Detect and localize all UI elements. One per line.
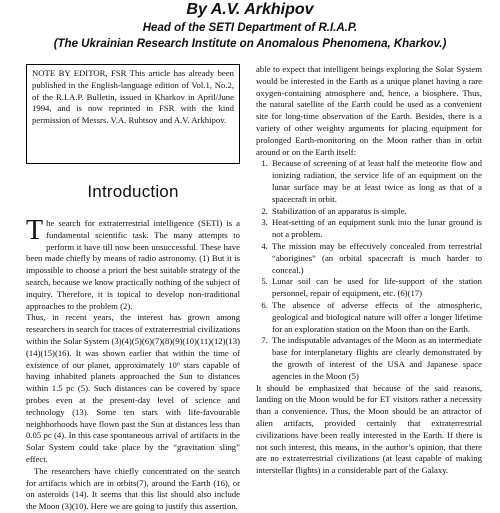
right-column <box>256 64 482 477</box>
institute-name: (The Ukrainian Research Institute on Anomalous Phenomena, Kharkov.) <box>53 38 447 50</box>
drop-cap: T <box>26 215 44 246</box>
right-intro: able to expect that intelligent beings exploring the Solar System would be interested in the Earth as a unique planet having a rare oxygen-containing atmosphere and, hence, a biosphere. Thus, the natural satellite of the Earth could be used as a convenient site for long-time observation of the Earth. Besides, there is a variety of other weighty arguments for placing equipment for prolonged Earth-monitoring on the Moon rather than in orbit around or on the Earth itself: <box>256 64 482 157</box>
reason-item: 7. The indisputable advantages of the Moon as an intermediate base for interplanetary flights are clearly demonstrated by the growth of interest of the USA and Japanese space agencies in the Moon (5) <box>270 335 482 382</box>
article-header <box>0 0 500 52</box>
reason-item: 2. Stabilization of an apparatus is simple. <box>270 206 482 218</box>
right-body <box>256 64 482 477</box>
reason-item: 1. Because of screening of at least half the meteorite flow and ionizing radiation, the service life of an equipment on the lunar surface may be at least twice as long as that of a spacecraft in orbit. <box>270 158 482 205</box>
paragraph-1 <box>26 215 240 312</box>
editor-note-box: NOTE BY EDITOR, FSR This article has already been published in the English-language edition of Vol.1, No.2, of the R.I.A.P. Bulletin, issued in Kharkov in April/June 1994, and is now reprinted in FSR with the kind permission of Messrs. V.A. Rubtsov and A.V. Arkhipov. <box>26 64 240 164</box>
reason-item: 3. Heat-setting of an equipment sunk into the lunar ground is not a problem. <box>270 217 482 241</box>
author-byline: By A.V. Arkhipov <box>186 1 314 18</box>
reasons-list <box>256 158 482 382</box>
paragraph-3: The researchers have chiefly concentrated on the search for artifacts which are in orbits(7), around the Earth (16), or on asteroids (14). It seems that this list should also include the Moon (3)(10). Here we are going to justify this assertion. <box>26 465 240 512</box>
reason-item: 6. The absence of adverse effects of the atmospheric, geological and biological nature will offer a longer lifetime for an exploration station on the Moon than on the Earth. <box>270 300 482 335</box>
paragraph-2: Thus, in recent years, the interest has grown among researchers in search for traces of extraterrestrial civilizations within the Solar System (3)(4)(5)(6)(7)(8)(9)(10)(11)(12)(13)(14)(15)(16). It was shown earlier that within the time of existence of our planet, approximately 10⁶ stars capable of having inhabited planets approached the Sun to distances within 1.5 pc (5). Such distances can be covered by space probes even at the present-day level of science and technology (13). Some ten stars with life-favourable neighborhoods have flown past the Sun at distances less than 0.05 pc (4). In this case spontaneous arrival of artifacts in the Solar System could take place by the “gravitation sling” effect. <box>26 312 240 464</box>
paragraph-1-text: he search for extraterrestrial intelligence (SETI) is a fundamental scientific task. The many attempts to perform it have till now been unsuccessful. These have been made chiefly by means of radio astronomy. (1) But it is impossible to choose a priori the best suitable strategy of the search, because we know practically nothing of the subject of inquiry. Therefore, it is topical to develop non-traditional approaches to the problem (2). <box>26 218 240 311</box>
right-closing: It should be emphasized that because of the said reasons, landing on the Moon would be for ET visitors rather a necessity than a convenience. Thus, the Moon should be an attractor of alien artifacts, provided certainly that extraterrestrial civilizations have been really interested in the Earth. If there is not such interest, this means, in the author’s opinion, that there are no extraterrestrial civilizations (at least capable of making interstellar flights) in a considerable part of the Galaxy. <box>256 382 482 476</box>
author-title: Head of the SETI Department of R.I.A.P. <box>142 22 358 34</box>
left-body <box>26 215 240 513</box>
reason-item: 4. The mission may be effectively concealed from terrestrial “aborigines” (an orbital spacecraft is much harder to conceal.) <box>270 241 482 276</box>
reason-item: 5. Lunar soil can be used for life-support of the station personnel, repair of equipment, etc. (6)(17) <box>270 276 482 300</box>
left-column <box>26 64 240 513</box>
section-heading: Introduction <box>87 182 179 201</box>
